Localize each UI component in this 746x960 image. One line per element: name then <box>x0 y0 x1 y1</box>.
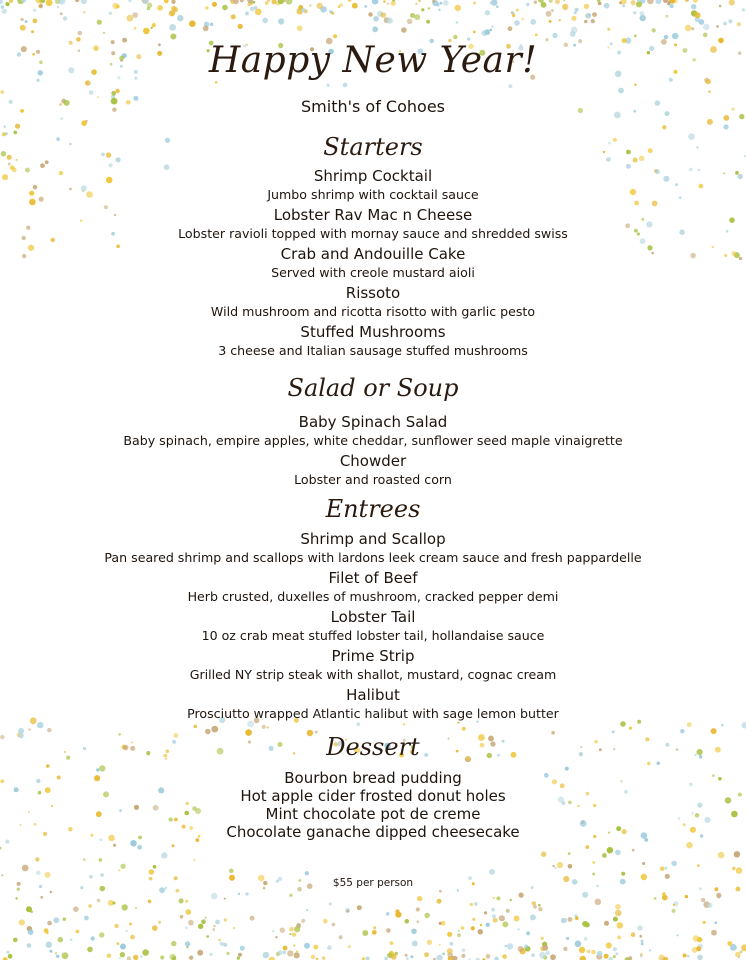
dessert-item: Hot apple cider frosted donut holes <box>240 787 506 805</box>
menu-item <box>0 569 746 606</box>
menu-title: Happy New Year! <box>208 40 538 81</box>
menu-item <box>0 647 746 684</box>
item-name: Rissoto <box>345 284 401 302</box>
item-description: Lobster ravioli topped with mornay sauce and shredded swiss <box>178 226 568 241</box>
item-name: Halibut <box>346 686 400 704</box>
item-name: Chowder <box>339 452 407 470</box>
item-name: Prime Strip <box>331 647 415 665</box>
item-description: Lobster and roasted corn <box>294 472 452 487</box>
item-description: 3 cheese and Italian sausage stuffed mushrooms <box>218 343 528 358</box>
menu-item <box>0 284 746 321</box>
section-title-dessert: Dessert <box>326 733 420 761</box>
dessert-item: Bourbon bread pudding <box>284 769 462 787</box>
menu-item <box>0 608 746 645</box>
item-name: Baby Spinach Salad <box>298 413 448 431</box>
menu-item <box>0 245 746 282</box>
restaurant-name: Smith's of Cohoes <box>301 97 445 116</box>
menu-item <box>0 686 746 723</box>
section-title-salad-soup: Salad or Soup <box>287 374 459 402</box>
item-name: Stuffed Mushrooms <box>300 323 446 341</box>
item-name: Crab and Andouille Cake <box>280 245 466 263</box>
item-name: Shrimp and Scallop <box>300 530 446 548</box>
menu-item <box>0 452 746 489</box>
item-name: Shrimp Cocktail <box>313 167 433 185</box>
menu-item <box>0 413 746 450</box>
item-description: Grilled NY strip steak with shallot, mustard, cognac cream <box>189 667 557 682</box>
item-description: 10 oz crab meat stuffed lobster tail, hollandaise sauce <box>201 628 545 643</box>
item-name: Filet of Beef <box>328 569 418 587</box>
item-description: Served with creole mustard aioli <box>271 265 475 280</box>
dessert-item: Chocolate ganache dipped cheesecake <box>226 823 520 841</box>
item-description: Baby spinach, empire apples, white cheddar, sunflower seed maple vinaigrette <box>123 433 623 448</box>
item-name: Lobster Rav Mac n Cheese <box>273 206 473 224</box>
item-description: Prosciutto wrapped Atlantic halibut with sage lemon butter <box>187 706 559 721</box>
dessert-item: Mint chocolate pot de creme <box>265 805 481 823</box>
item-description: Jumbo shrimp with cocktail sauce <box>267 187 479 202</box>
item-description: Pan seared shrimp and scallops with lardons leek cream sauce and fresh pappardelle <box>104 550 642 565</box>
item-description: Herb crusted, duxelles of mushroom, cracked pepper demi <box>187 589 559 604</box>
item-name: Lobster Tail <box>330 608 416 626</box>
section-title-entrees: Entrees <box>325 495 421 523</box>
price-note: $55 per person <box>332 877 414 889</box>
menu-item <box>0 323 746 360</box>
item-description: Wild mushroom and ricotta risotto with garlic pesto <box>210 304 536 319</box>
menu-item <box>0 206 746 243</box>
section-title-starters: Starters <box>323 133 423 161</box>
menu-item <box>0 530 746 567</box>
menu-item <box>0 167 746 204</box>
